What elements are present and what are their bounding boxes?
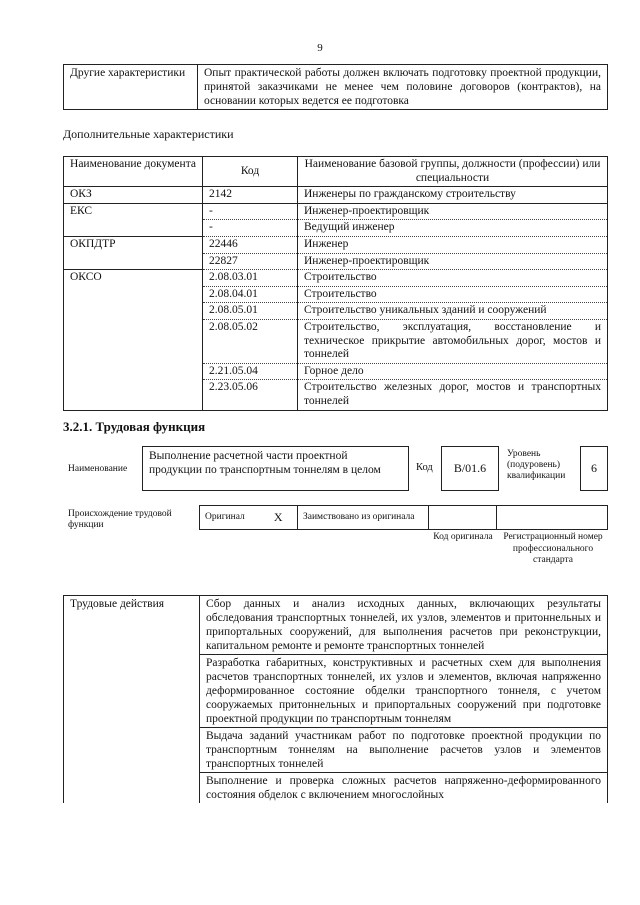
function-code-label: Код	[416, 462, 433, 473]
name-cell: Инженер	[298, 236, 608, 253]
code-original-label: Код оригинала	[433, 532, 493, 542]
code-cell: 2.08.04.01	[203, 286, 298, 303]
labor-actions-table	[63, 595, 608, 803]
table-row	[200, 506, 608, 530]
other-characteristics-text: Опыт практической работы должен включать подготовку проектной продукции, принятой заказчиками не менее чем половине договоров (контрактов), на основании которых ведется ее подготовка	[198, 65, 608, 110]
original-mark: X	[260, 506, 298, 530]
name-cell: Инженеры по гражданскому строительству	[298, 187, 608, 204]
header-document: Наименование документа	[64, 157, 203, 187]
additional-characteristics-title: Дополнительные характеристики	[63, 127, 234, 141]
labor-actions-label: Трудовые действия	[64, 596, 200, 804]
table-row	[64, 596, 608, 655]
original-label: Оригинал	[200, 506, 260, 530]
other-characteristics-table	[63, 64, 608, 110]
doc-eks: ЕКС	[64, 203, 203, 236]
qualification-level-label: Уровень (подуровень) квалификации	[507, 449, 566, 481]
code-cell: -	[203, 203, 298, 220]
borrowed-label: Заимствовано из оригинала	[298, 506, 429, 530]
labor-action-item: Выдача заданий участникам работ по подготовке проектной продукции по транспортным тоннелям на выполнение расчетов узлов и элементов транспортных тоннелей	[200, 728, 608, 773]
reg-number-label: Регистрационный номер профессионального стандарта	[503, 532, 603, 565]
name-cell: Ведущий инженер	[298, 220, 608, 237]
header-name: Наименование базовой группы, должности (профессии) или специальности	[298, 157, 608, 187]
labor-action-item: Сбор данных и анализ исходных данных, включающих результаты обследования транспортных тоннелей, их узлов, элементов и притоннельных и припортальных сооружений, для выполнения расчетов при реконструкции, капитальном ремонте и ремонте транспортных тоннелей	[200, 596, 608, 655]
table-row	[64, 236, 608, 253]
page-number: 9	[317, 42, 323, 54]
name-cell: Строительство	[298, 270, 608, 287]
code-cell: 22827	[203, 253, 298, 270]
code-cell: 2142	[203, 187, 298, 204]
code-cell: 2.08.05.01	[203, 303, 298, 320]
doc-okz: ОКЗ	[64, 187, 203, 204]
name-cell: Инженер-проектировщик	[298, 203, 608, 220]
additional-characteristics-table	[63, 156, 608, 411]
doc-okpdtr: ОКПДТР	[64, 236, 203, 269]
table-row	[64, 203, 608, 220]
code-original-cell	[429, 506, 497, 530]
function-code-box: В/01.6	[441, 446, 499, 491]
function-name-label: Наименование	[68, 464, 128, 474]
labor-action-item: Выполнение и проверка сложных расчетов напряженно-деформированного состояния обделок с включением многослойных	[200, 773, 608, 804]
name-cell: Строительство уникальных зданий и сооружений	[298, 303, 608, 320]
labor-action-item: Разработка габаритных, конструктивных и расчетных схем для выполнения расчетов транспортных тоннелей, их узлов и элементов, включая напряженно деформированное состояние обделки транспортного тоннеля, с учетом сооружаемых притоннельных и припортальных сооружений при подготовке проектной продукции по транспортным тоннелям	[200, 655, 608, 728]
table-header-row	[64, 157, 608, 187]
labor-function-heading: 3.2.1. Трудовая функция	[63, 419, 206, 434]
code-cell: 2.23.05.06	[203, 380, 298, 410]
code-cell: 2.08.05.02	[203, 319, 298, 363]
name-cell: Горное дело	[298, 363, 608, 380]
code-cell: 2.21.05.04	[203, 363, 298, 380]
function-origin-label: Происхождение трудовой функции	[68, 509, 172, 530]
function-origin-table	[199, 505, 608, 530]
reg-number-cell	[497, 506, 608, 530]
name-cell: Строительство	[298, 286, 608, 303]
table-row	[64, 65, 608, 110]
qualification-level-box: 6	[580, 446, 608, 491]
code-cell: -	[203, 220, 298, 237]
table-row	[64, 270, 608, 287]
code-cell: 22446	[203, 236, 298, 253]
table-row	[64, 187, 608, 204]
header-code: Код	[203, 157, 298, 187]
other-characteristics-label: Другие характеристики	[64, 65, 198, 110]
name-cell: Строительство, эксплуатация, восстановление и техническое прикрытие автомобильных дорог, мостов и тоннелей	[298, 319, 608, 363]
name-cell: Инженер-проектировщик	[298, 253, 608, 270]
function-name-box: Выполнение расчетной части проектной продукции по транспортным тоннелям в целом	[142, 446, 409, 491]
doc-okso: ОКСО	[64, 270, 203, 410]
code-cell: 2.08.03.01	[203, 270, 298, 287]
name-cell: Строительство железных дорог, мостов и транспортных тоннелей	[298, 380, 608, 410]
